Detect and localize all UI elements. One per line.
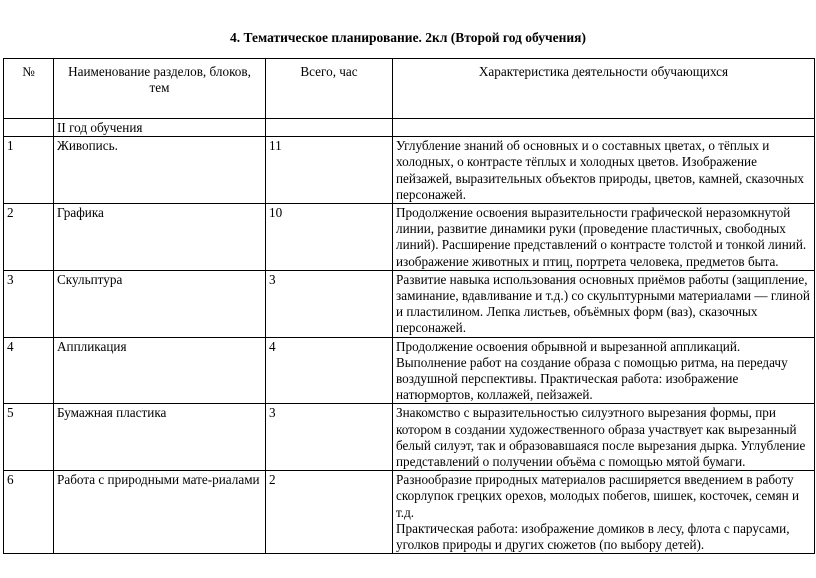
header-name: Наименование разделов, блоков, тем	[54, 59, 266, 119]
page-title: 4. Тематическое планирование. 2кл (Второй год обучения)	[230, 30, 586, 45]
row-desc: Продолжение освоения выразительности графической неразомкнутой линии, развитие динамики руки (проведение пластичных, свободных линий). Расширение представлений о контрасте толстой и тонкой линий. изображение животных и птиц, портрета человека, предметов быта.	[393, 204, 815, 271]
header-row	[4, 59, 815, 119]
table-row	[4, 471, 815, 554]
row-name: Аппликация	[54, 337, 266, 404]
row-name: Бумажная пластика	[54, 404, 266, 471]
row-desc-cell	[393, 471, 815, 554]
row-name: Живопись.	[54, 137, 266, 204]
row-desc-practical: Практическая работа: изображение домиков в лесу, флота с парусами, уголков природы и других сюжетов (по выбору детей).	[396, 520, 790, 553]
header-num: №	[4, 59, 54, 119]
table-row	[4, 204, 815, 271]
row-hours: 3	[266, 404, 393, 471]
row-name: Работа с природными мате-риалами	[54, 471, 266, 554]
row-name: Скульптура	[54, 270, 266, 337]
section-num-cell	[4, 119, 54, 137]
row-num: 6	[4, 471, 54, 554]
row-num: 5	[4, 404, 54, 471]
planning-table	[3, 58, 815, 554]
row-desc: Углубление знаний об основных и о составных цветах, о тёплых и холодных, о контрасте тёплых и холодных цветов. Изображение пейзажей, выразительных объектов природы, цветов, камней, сказочных персонажей.	[393, 137, 815, 204]
table-row	[4, 137, 815, 204]
row-num: 4	[4, 337, 54, 404]
section-label: II год обучения	[54, 119, 266, 137]
row-hours: 3	[266, 270, 393, 337]
row-num: 3	[4, 270, 54, 337]
header-hours: Всего, час	[266, 59, 393, 119]
row-num: 1	[4, 137, 54, 204]
table-row	[4, 270, 815, 337]
section-row	[4, 119, 815, 137]
row-hours: 4	[266, 337, 393, 404]
row-name: Графика	[54, 204, 266, 271]
row-desc: Разнообразие природных материалов расширяется введением в работу скорлупок грецких орехов, молодых побегов, шишек, косточек, семян и т.д.	[396, 472, 800, 520]
section-hours-cell	[266, 119, 393, 137]
row-hours: 11	[266, 137, 393, 204]
row-num: 2	[4, 204, 54, 271]
table-row	[4, 337, 815, 404]
row-hours: 2	[266, 471, 393, 554]
table-row	[4, 404, 815, 471]
header-activity: Характеристика деятельности обучающихся	[393, 59, 815, 119]
row-hours: 10	[266, 204, 393, 271]
row-desc: Знакомство с выразительностью силуэтного вырезания формы, при котором в создании художественного образа участвует как вырезанный белый силуэт, так и образовавшаяся после вырезания дырка. Углубление представлений о получении объёма с помощью мятой бумаги.	[393, 404, 815, 471]
row-desc: Развитие навыка использования основных приёмов работы (защипление, заминание, вдавливание и т.д.) со скульптурными материалами — глиной и пластилином. Лепка листьев, объёмных форм (ваз), сказочных персонажей.	[393, 270, 815, 337]
row-desc: Продолжение освоения обрывной и вырезанной аппликаций. Выполнение работ на создание образа с помощью ритма, на передачу воздушной перспективы. Практическая работа: изображение натюрмортов, коллажей, пейзажей.	[393, 337, 815, 404]
section-desc-cell	[393, 119, 815, 137]
